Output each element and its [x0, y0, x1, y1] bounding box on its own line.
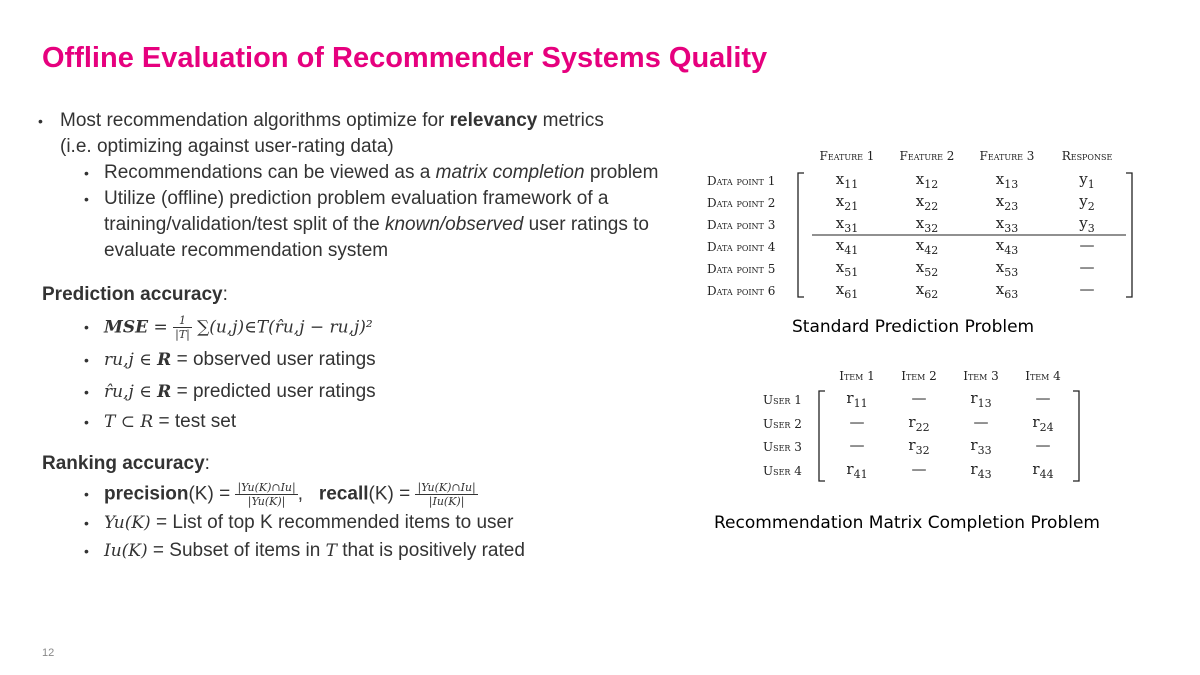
precision-label: precision — [104, 483, 189, 505]
matrix1-cell: $x_{22}$ — [915, 192, 939, 213]
precision-num: |Yu(K)∩Iu| — [237, 481, 296, 494]
matrix1-row-label: Data point 5 — [707, 262, 776, 276]
matrix2-cell: $r_{32}$ — [908, 436, 930, 457]
matrix1-cell: $x_{31}$ — [835, 214, 859, 235]
matrix1-cell: — — [1079, 236, 1095, 254]
recall-num: |Yu(K)∩Iu| — [417, 481, 476, 494]
matrix2-cell: $r_{13}$ — [970, 389, 992, 410]
rhat-symbol: r̂u,j ∈ — [104, 382, 158, 402]
matrix1-cell: $x_{21}$ — [835, 192, 859, 213]
matrix2-cell: $r_{22}$ — [908, 412, 930, 434]
matrix1-cell: $x_{32}$ — [915, 214, 939, 235]
b1-bold: relevancy — [449, 110, 538, 131]
rhat-text: = predicted user ratings — [171, 381, 376, 402]
bullet-dot: • — [84, 352, 89, 368]
matrix2-cell: $r_{44}$ — [1032, 459, 1054, 481]
mse-label: MSE — [104, 317, 149, 338]
matrix1-cell: $x_{42}$ — [915, 236, 939, 257]
matrix2-cell: — — [849, 436, 865, 454]
prediction-heading-text: Prediction accuracy — [42, 284, 223, 305]
matrix1-cell: $y_1$ — [1079, 170, 1095, 191]
b2-post: problem — [589, 162, 659, 183]
matrix2-cell: — — [911, 459, 927, 478]
matrix1-cell: $x_{11}$ — [835, 170, 859, 191]
matrix1-cell: $x_{33}$ — [995, 214, 1019, 235]
matrix2-cell: — — [911, 389, 927, 407]
bullet-evaluation-framework — [84, 186, 702, 264]
prediction-matrix — [700, 145, 1140, 305]
bullet-dot: • — [84, 191, 89, 207]
b3-pre: training/validation/test split of the — [104, 214, 380, 235]
matrix2-cell: $r_{43}$ — [970, 459, 992, 481]
matrix1-cell: $x_{51}$ — [835, 258, 859, 279]
r-symbol: ru,j ∈ — [104, 350, 158, 370]
matrix2-cell: — — [849, 412, 865, 431]
b2-ital: matrix completion — [435, 162, 585, 183]
matrix1-cell: $x_{62}$ — [915, 280, 939, 301]
matrix1-cell: $x_{43}$ — [995, 236, 1019, 257]
mse-num: 1 — [173, 314, 192, 328]
matrix1-cell: $x_{13}$ — [995, 170, 1019, 191]
matrix2-cell: — — [1035, 389, 1051, 407]
b3-line1: Utilize (offline) prediction problem evaluation framework of a — [104, 188, 609, 209]
matrix2-cell: $r_{24}$ — [1032, 412, 1054, 434]
content-left — [38, 108, 702, 564]
matrix1-cell: $y_3$ — [1079, 214, 1095, 235]
bullet-dot: • — [84, 515, 89, 531]
r-text: = observed user ratings — [171, 349, 376, 370]
matrix1-cell: — — [1079, 258, 1095, 276]
matrix2-cell: $r_{11}$ — [846, 389, 868, 410]
matrix2-row-label: User 3 — [763, 440, 802, 454]
b3-ital: known/observed — [384, 214, 524, 235]
t-symbol: T ⊂ R — [104, 412, 154, 432]
bullet-dot: • — [84, 384, 89, 400]
page-number: 12 — [42, 647, 55, 659]
bullet-dot: • — [84, 165, 89, 181]
i-text: = Subset of items in — [147, 540, 326, 561]
matrix1-row-label: Data point 4 — [707, 240, 776, 254]
matrix2-column-header: Item 1 — [839, 369, 875, 383]
matrix1-column-header: Response — [1061, 149, 1113, 163]
bullet-observed — [84, 347, 702, 373]
ranking-heading-text: Ranking accuracy — [42, 453, 205, 474]
matrix2-brackets — [755, 365, 1095, 490]
t-text: = test set — [153, 411, 237, 432]
matrix2-row-label: User 2 — [763, 416, 802, 431]
matrix1-cell: $x_{12}$ — [915, 170, 939, 191]
matrix1-column-header: Feature 1 — [819, 149, 875, 163]
ranking-heading: Ranking accuracy: — [42, 453, 210, 474]
matrix1-row-label: Data point 6 — [707, 284, 776, 298]
bullet-predicted — [84, 379, 702, 405]
matrix2-cell: $r_{33}$ — [970, 436, 992, 457]
matrix1-row-label: Data point 1 — [707, 174, 776, 188]
recall-arg: (K) = — [368, 483, 416, 505]
y-symbol: Yu(K) — [104, 513, 151, 533]
matrix1-cell: $x_{61}$ — [835, 280, 859, 301]
recall-den: |Iu(K)| — [428, 495, 465, 508]
matrix2-row-label: User 4 — [763, 463, 802, 478]
precision-arg: (K) = — [188, 483, 236, 505]
bullet-dot: • — [84, 414, 89, 430]
matrix1-cell: $y_2$ — [1079, 192, 1095, 213]
i-T: T — [325, 541, 337, 561]
matrix1-cell: — — [1079, 280, 1095, 298]
slide-title: Offline Evaluation of Recommender Systems Quality — [42, 42, 768, 74]
b1-pre: Most recommendation algorithms optimize for — [60, 110, 445, 131]
matrix2-row-label: User 1 — [763, 393, 802, 407]
i-symbol: Iu(K) — [104, 541, 148, 561]
matrix1-cell: $x_{53}$ — [995, 258, 1019, 279]
matrix2-cell: $r_{41}$ — [846, 459, 868, 481]
bullet-dot: • — [84, 543, 89, 559]
prediction-heading: Prediction accuracy: — [42, 284, 228, 305]
b3-line3: evaluate recommendation system — [104, 240, 389, 261]
matrix1-cell: $x_{63}$ — [995, 280, 1019, 301]
matrix2-column-header: Item 2 — [901, 369, 937, 383]
b1-post: metrics — [542, 110, 604, 131]
matrix1-row-label: Data point 3 — [707, 218, 776, 232]
matrix1-cell: $x_{23}$ — [995, 192, 1019, 213]
matrix2-column-header: Item 4 — [1025, 369, 1061, 383]
matrix1-row-label: Data point 2 — [707, 196, 776, 210]
rhat-set: R — [157, 382, 172, 402]
precision-fraction — [235, 481, 297, 508]
matrix1-brackets — [700, 145, 1140, 305]
bullet-relevancy — [38, 108, 702, 160]
bullet-mse: • MSE = $\frac{1}{|T|}$ ∑(u,j)∈T(r̂u,j − ru,j)² — [84, 314, 373, 341]
matrix2-cell: — — [1035, 436, 1051, 454]
matrix1-cell: $x_{41}$ — [835, 236, 859, 257]
b1-line2: (i.e. optimizing against user-rating data) — [60, 136, 394, 157]
matrix2-caption: Recommendation Matrix Completion Problem — [714, 513, 1100, 533]
y-text: = List of top K recommended items to user — [150, 512, 514, 533]
bullet-dot: • — [84, 486, 89, 502]
bullet-top-k — [84, 510, 702, 536]
matrix2-cell: — — [973, 412, 989, 431]
bullet-dot: • — [84, 319, 89, 335]
b3-post: user ratings to — [528, 214, 650, 235]
mse-fraction — [173, 314, 192, 341]
bullet-matrix-completion — [84, 160, 702, 186]
completion-matrix — [755, 365, 1095, 490]
i-text2: that is positively rated — [336, 540, 525, 561]
recall-label: recall — [318, 483, 369, 505]
b2-pre: Recommendations can be viewed as a — [104, 162, 431, 183]
precision-den: |Yu(K)| — [247, 495, 286, 508]
matrix1-column-header: Feature 3 — [979, 149, 1035, 163]
recall-fraction — [415, 481, 477, 508]
bullet-test-set — [84, 409, 702, 435]
bullet-dot: • — [38, 113, 43, 129]
matrix1-cell: $x_{52}$ — [915, 258, 939, 279]
bullet-precision-recall: • precision(K) = $\frac{|Yu(K)\cap Iu|}{|Yu(K)|}$ , recall(K) = $\frac{|Yu(K)\cap Iu|}{|Iu(K)|}$ — [84, 481, 476, 508]
matrix1-column-header: Feature 2 — [899, 149, 955, 163]
mse-rest: ∑(u,j)∈T(r̂u,j − ru,j)² — [197, 317, 373, 338]
matrix1-caption: Standard Prediction Problem — [792, 317, 1035, 337]
mse-den: |T| — [175, 328, 190, 341]
matrix2-column-header: Item 3 — [963, 369, 999, 383]
bullet-positive-items — [84, 538, 702, 564]
r-set: R — [157, 350, 172, 370]
